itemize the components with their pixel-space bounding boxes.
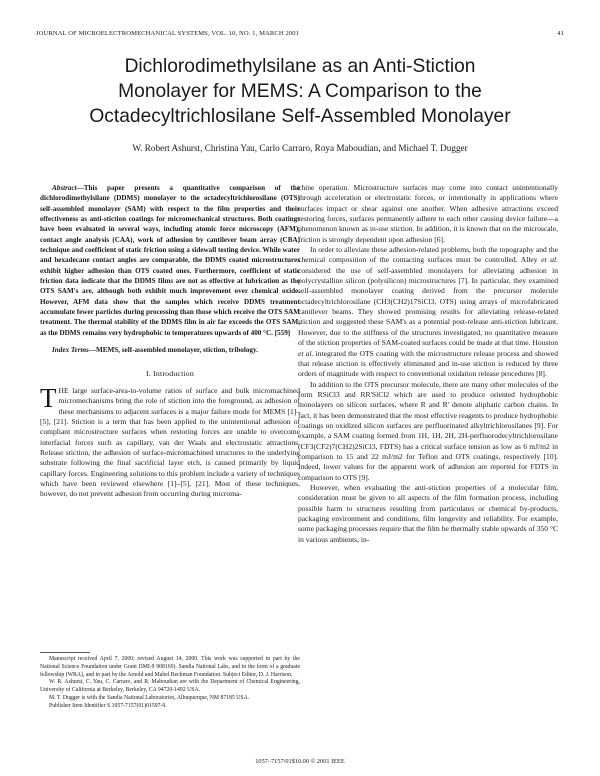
intro-paragraph [40, 382, 300, 500]
index-terms-lead: Index Terms [52, 346, 89, 355]
para2-part-a: In order to alleviate these adhesion-related problems, both the topography and the chemical composition of the contacting surfaces must be controlled. Alley [298, 245, 558, 265]
footer-copyright: 1057–7157/01$10.00 © 2001 IEEE [255, 758, 345, 765]
footnotes [40, 656, 300, 711]
running-head [36, 30, 564, 37]
para2-part-b: considered the use of self-assembled monolayers for alleviating adhesion in polycrystalline silicon (polysilicon) microstructures [7]. In particular, they examined self-assembled monolayer coating derived from the precursor molecule octadecyltrichlorosilane (CH3(CH2)17SiCl3, OTS) using arrays of microfabricated cantilever beams. They showed promising results for alleviating release-related stiction and suggested these SAM's as a potential post-release anti-stiction lubricant. However, due to the stiffness of the structures investigated, no quantitative measure of the stiction properties of SAM-coated surfaces could be made at that time. Houston [298, 265, 558, 348]
index-terms [40, 345, 300, 355]
section-heading: I. Introduction [145, 368, 195, 378]
right-column [298, 183, 558, 545]
left-column [40, 183, 300, 500]
drop-cap: T [40, 382, 57, 413]
abstract-text: —This paper presents a quantitative comparison of the dichlorodimethylsilane (DDMS) monolayer to the octadecyltrichlorosilane (OTS) self-assembled monolayer (SAM) with respect to the film properties and their effectiveness as anti-stiction coatings for micromechanical structures. Both coatings have been evaluated in several ways, including atomic force microscopy (AFM), contact angle analysis (CAA), work of adhesion by cantilever beam array (CBA) technique and coefficient of static friction using a sidewall testing device. While water and hexadecane contact angles are comparable, the DDMS coated microstructures exhibit higher adhesion than OTS coated ones. Furthermore, coefficient of static friction data indicate that the DDMS films are not as effective at lubrication as the OTS SAM's are, although both exhibit much improvement over chemical oxide. However, AFM data show that the samples which receive DDMS treatment accumulate fewer particles during processing than those which receive the OTS SAM treatment. The thermal stability of the DDMS film in air far exceeds the OTS SAM, as the DDMS remains very hydrophobic to temperatures upwards of 400 °C. [559] [40, 184, 300, 337]
para2-etal-2: et al. [298, 348, 314, 358]
right-paragraph-3: In addition to the OTS precursor molecule, there are many other molecules of the form RSiCl3 and RR'SiCl2 which are used to produce oriented hydrophobic monolayers on silicon surfaces, where R and R' denote aliphatic carbon chains. In fact, it has been demonstrated that the most effective reagents to produce hydrophobic coatings on oxidized silicon surfaces are perfluorinated alkyltrichlorosilanes [9]. For example, a SAM coating formed from 1H, 1H, 2H, 2H-perfluorodecyltrichlorosilane (CF3(CF2)7(CH2)2SiCl3, FDTS) has a critical surface tension as low as 6 mJ/m2 in comparison to 15 and 22 mJ/m2 for Teflon and OTS coatings, respectively [10]. Indeed, lower values for the apparent work of adhesion are reported for FDTS in comparison to OTS [9]. [298, 379, 558, 482]
journal-header: JOURNAL OF MICROELECTROMECHANICAL SYSTEMS, VOL. 10, NO. 1, MARCH 2001 [36, 30, 300, 37]
abstract-lead: Abstract [52, 184, 77, 192]
paper-title [40, 54, 560, 129]
index-terms-text: —MEMS, self-assembled monolayer, stiction, tribology. [88, 346, 258, 355]
right-paragraph-1: chine operation. Microstructure surfaces may come into contact unintentionally through acceleration or electrostatic forces, or intentionally in applications where surfaces impact or shear against one another. When adhesive attractions exceed restoring forces, surfaces permanently adhere to each other causing device failure—a phenomenon known as in-use stiction. In addition, it is known that on the microscale, friction is strongly dependent upon adhesion [6]. [298, 183, 558, 244]
footnote-manuscript: Manuscript received April 7, 2000; revised August 14, 2000. This work was supported in part by the National Science Foundation under Grant DMI-9 908169). Sandia National Labs, and in the form of a graduate fellowship (WRA), and in part by the Arnold and Mabel Beckman Foundation. Subject Editor, D. J. Harrison. [40, 656, 300, 678]
footnote-publisher-id: Publisher Item Identifier S 1057-7157(01)01597-9. [49, 702, 167, 709]
title-line-3: Octadecyltrichlosilane Self-Assembled Monolayer [89, 106, 511, 127]
title-line-1: Dichlorodimethylsilane as an Anti-Stiction [124, 56, 476, 77]
footnote-affiliation-berkeley: W. R. Ashurst, C. Yau, C. Carraro, and R. Maboudian are with the Department of Chemical Engineering, University of California at Berkeley, Berkeley, CA 94720-1492 USA. [40, 679, 300, 694]
right-paragraph-2 [298, 245, 558, 379]
para2-part-c: integrated the OTS coating with the microstructure release process and showed that release stiction is effectively eliminated and in-use stiction is reduced by three orders of magnitude with respect to conventional oxidation release procedures [8]. [298, 348, 558, 379]
footnote-rule [40, 652, 90, 653]
title-line-2: Monolayer for MEMS: A Comparison to the [118, 81, 482, 102]
footnote-affiliation-sandia: M. T. Dugger is with the Sandia National Laboratories, Albuquerque, NM 87185 USA. [49, 694, 250, 701]
right-paragraph-4: However, when evaluating the anti-stiction properties of a molecular film, consideration must be given to all aspects of the film formation process, including possible harm to structures resulting from particulates or chemical by-products, packaging environment and conditions, film longevity and reliability. For example, some packaging processes require that the film be thermally stable upwards of 350 °C in various ambients, in- [298, 482, 558, 544]
abstract [40, 183, 300, 338]
para2-etal: et al. [541, 255, 559, 265]
page-number: 41 [557, 30, 564, 37]
intro-text: HE large surface-area-to-volume ratios of surface and bulk micromachined micromechanisms bring the role of stiction into the foreground, as adhesion of these mechanisms to adjacent surfaces is a major failure mode for MEMS [1]–[5], [21]. Stiction is a term that has been applied to the unintentional adhesion of compliant microstructure surfaces when restoring forces are unable to overcome interfacial forces such as capillary, van der Waals and electrostatic attractions. Release stiction, the adhesion of surface-micromachined structures to the underlying substrate following the final sacrificial layer etch, is caused primarily by liquid capillary forces. Engineering solutions to this problem include a variety of techniques which have been reviewed elsewhere [1]–[5], [21]. Most of these techniques, however, do not prevent adhesion from occurring during microma- [40, 385, 300, 499]
author-list: W. Robert Ashurst, Christina Yau, Carlo Carraro, Roya Maboudian, and Michael T. Dugger [132, 143, 468, 153]
